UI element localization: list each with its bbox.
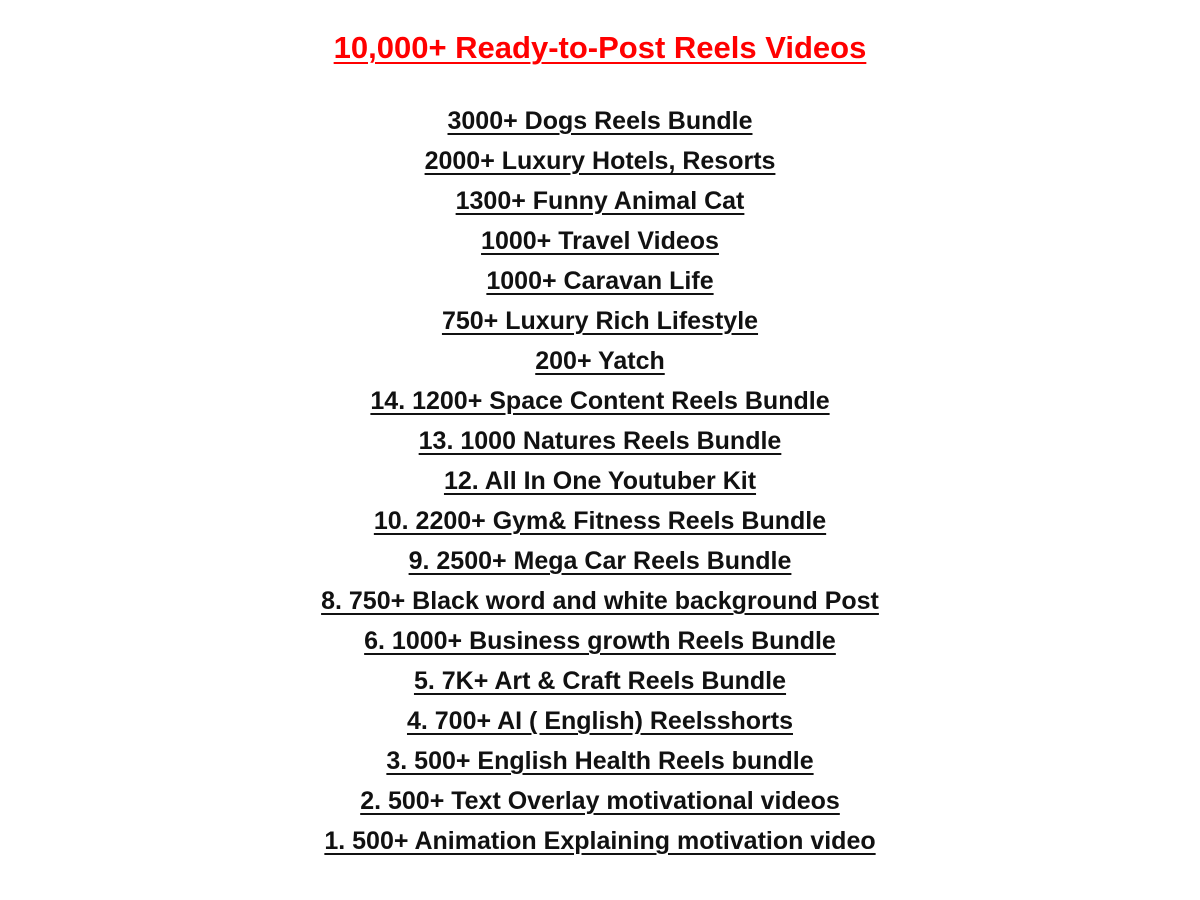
list-item: 8. 750+ Black word and white background Post	[321, 587, 879, 615]
list-item: 6. 1000+ Business growth Reels Bundle	[364, 627, 836, 655]
list-item: 1300+ Funny Animal Cat	[455, 187, 745, 215]
list-item: 12. All In One Youtuber Kit	[443, 467, 757, 495]
list-item: 1000+ Travel Videos	[481, 227, 719, 255]
list-item: 3. 500+ English Health Reels bundle	[386, 747, 814, 775]
document-title: 10,000+ Ready-to-Post Reels Videos	[333, 30, 867, 65]
list-item: 1. 500+ Animation Explaining motivation video	[324, 827, 876, 855]
list-item: 9. 2500+ Mega Car Reels Bundle	[408, 547, 792, 575]
list-item: 13. 1000 Natures Reels Bundle	[418, 427, 782, 455]
list-item: 1000+ Caravan Life	[486, 267, 714, 295]
list-item: 750+ Luxury Rich Lifestyle	[441, 307, 759, 335]
list-item: 200+ Yatch	[535, 347, 665, 375]
list-item: 10. 2200+ Gym& Fitness Reels Bundle	[373, 507, 827, 535]
list-item: 4. 700+ AI ( English) Reelsshorts	[406, 707, 793, 735]
list-item: 5. 7K+ Art & Craft Reels Bundle	[413, 667, 787, 695]
list-item: 14. 1200+ Space Content Reels Bundle	[370, 387, 830, 415]
bundle-list	[0, 101, 1200, 861]
list-item: 2000+ Luxury Hotels, Resorts	[424, 147, 776, 175]
list-item: 3000+ Dogs Reels Bundle	[447, 107, 753, 135]
list-item: 2. 500+ Text Overlay motivational videos	[360, 787, 840, 815]
